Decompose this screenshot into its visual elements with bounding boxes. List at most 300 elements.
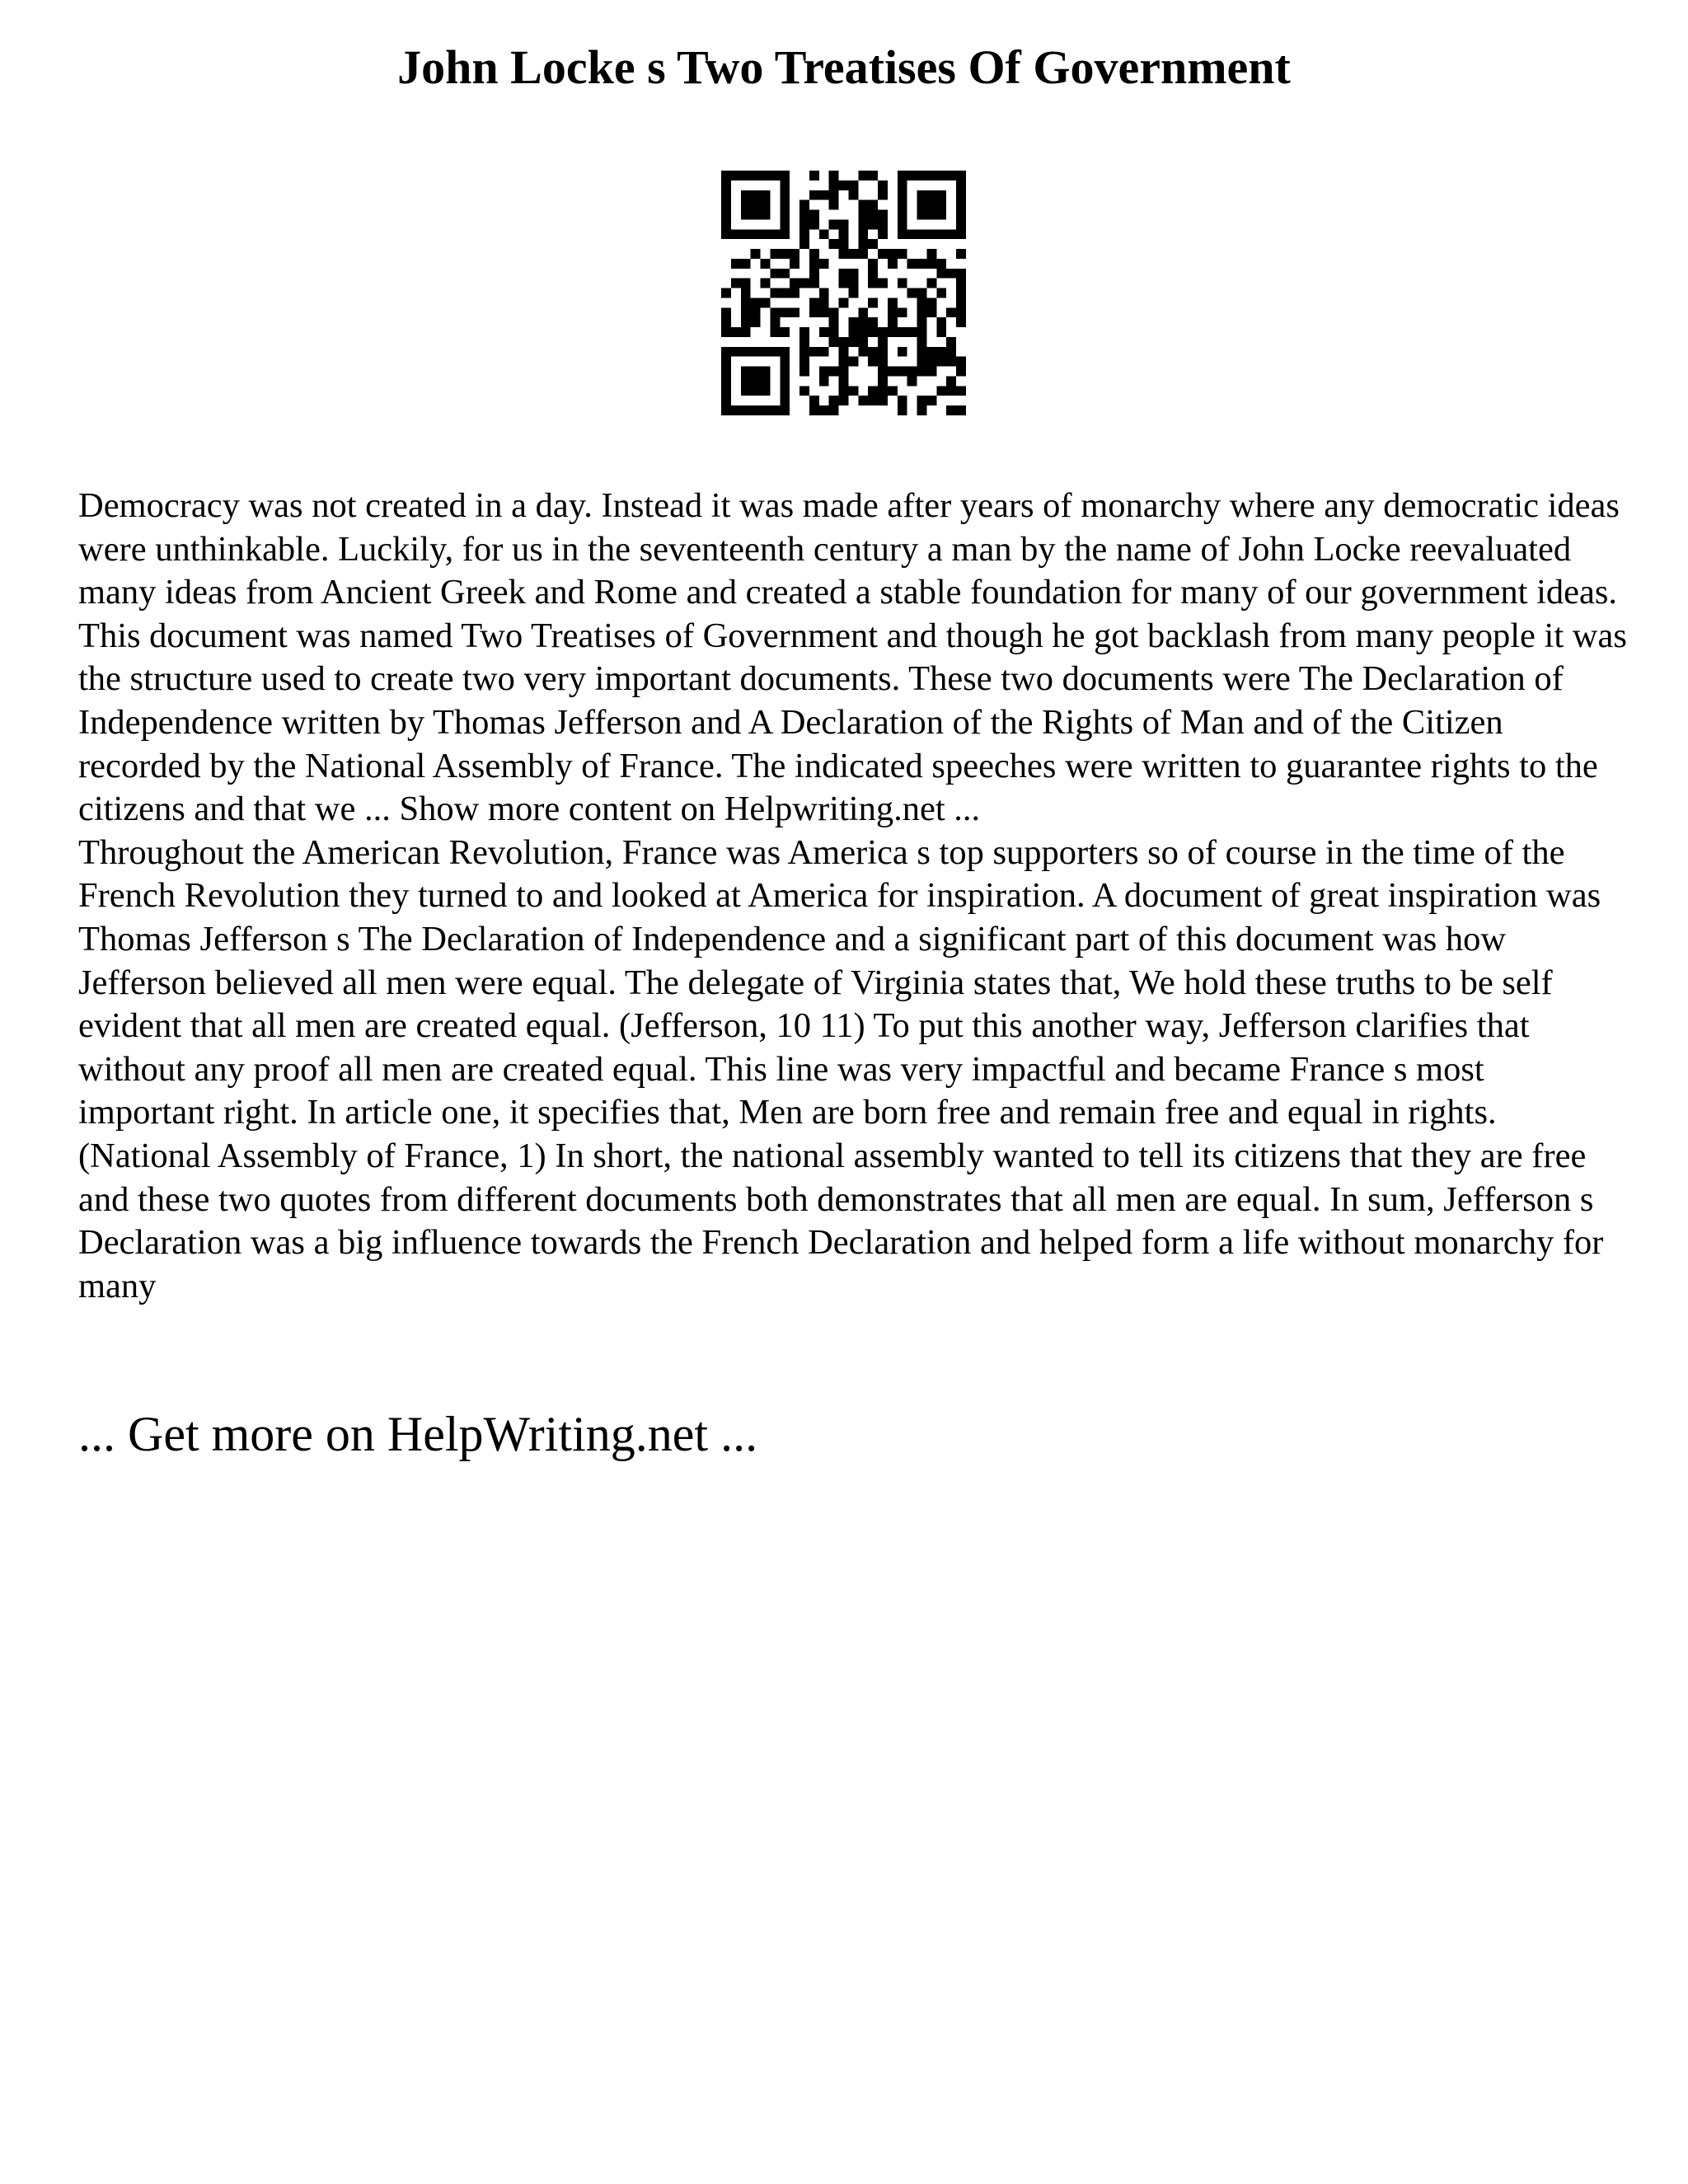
qr-module [848, 386, 858, 396]
qr-module [761, 200, 771, 210]
qr-module [946, 171, 956, 180]
qr-module [848, 327, 858, 337]
qr-module [761, 210, 771, 220]
qr-module [780, 171, 790, 180]
qr-module [751, 376, 761, 386]
qr-module [898, 279, 907, 288]
qr-module [858, 317, 868, 327]
qr-module [731, 405, 741, 415]
page-title: John Locke s Two Treatises Of Government [397, 40, 1291, 94]
qr-module [780, 269, 790, 279]
qr-module [946, 269, 956, 279]
qr-module [799, 219, 809, 229]
qr-module [819, 229, 829, 239]
qr-module [917, 298, 927, 307]
qr-module [858, 200, 868, 210]
qr-module [770, 171, 780, 180]
qr-module [878, 219, 888, 229]
qr-module [848, 269, 858, 279]
qr-module [780, 249, 790, 259]
qr-module [829, 396, 839, 405]
qr-module [878, 190, 888, 200]
qr-module [926, 259, 936, 269]
qr-module [917, 190, 927, 200]
qr-module [956, 307, 966, 317]
qr-module [829, 200, 839, 210]
qr-module [819, 347, 829, 357]
qr-module [761, 405, 771, 415]
qr-module [731, 327, 741, 337]
qr-module [888, 367, 898, 377]
qr-module [741, 171, 751, 180]
qr-module [926, 367, 936, 377]
qr-module [878, 180, 888, 190]
qr-module [770, 347, 780, 357]
qr-module [761, 298, 771, 307]
qr-module [898, 327, 907, 337]
qr-module [936, 347, 946, 357]
qr-module [946, 376, 956, 386]
qr-module [721, 396, 731, 405]
qr-module [868, 347, 878, 357]
qr-module [780, 219, 790, 229]
qr-module [926, 190, 936, 200]
qr-module [926, 200, 936, 210]
qr-module [936, 386, 946, 396]
qr-module [721, 307, 731, 317]
qr-code-icon [721, 171, 966, 415]
qr-module [809, 279, 819, 288]
qr-module [917, 327, 927, 337]
qr-module [888, 386, 898, 396]
qr-module [839, 396, 849, 405]
qr-module [868, 219, 878, 229]
qr-module [770, 229, 780, 239]
article-body [78, 485, 1628, 1308]
qr-module [780, 376, 790, 386]
qr-module [741, 317, 751, 327]
qr-module [751, 317, 761, 327]
qr-module [839, 219, 849, 229]
qr-module [936, 210, 946, 220]
qr-module [741, 279, 751, 288]
qr-module [799, 357, 809, 367]
qr-module [956, 357, 966, 367]
qr-module [907, 376, 917, 386]
qr-module [917, 229, 927, 239]
qr-module [956, 269, 966, 279]
qr-module [926, 249, 936, 259]
qr-module [751, 190, 761, 200]
qr-module [956, 219, 966, 229]
qr-module [848, 288, 858, 298]
qr-module [819, 405, 829, 415]
qr-module [858, 239, 868, 249]
qr-module [751, 210, 761, 220]
qr-module [751, 307, 761, 317]
qr-module [936, 269, 946, 279]
qr-module [751, 347, 761, 357]
qr-module [858, 219, 868, 229]
article-paragraph: Democracy was not created in a day. Instead it was made after years of monarchy where any democratic ideas were unthinkable. Luckily, for us in the seventeenth century a man by the name of John Locke reevaluated many ideas from Ancient Greek and Rome and created a stable foundation for many of our government ideas. This document was named Two Treatises of Government and though he got backlash from many people it was the structure used to create two very important documents. These two documents were The Declaration of Independence written by Thomas Jefferson and A Declaration of the Rights of Man and of the Citizen recorded by the National Assembly of France. The indicated speeches were written to guarantee rights to the citizens and that we ... Show more content on Helpwriting.net ... [78, 486, 1627, 829]
qr-module [799, 367, 809, 377]
qr-module [741, 347, 751, 357]
qr-module [917, 317, 927, 327]
qr-module [809, 190, 819, 200]
qr-module [956, 210, 966, 220]
qr-module [926, 396, 936, 405]
get-more-link[interactable]: ... Get more on HelpWriting.net ... [78, 1407, 758, 1461]
qr-module [799, 229, 809, 239]
qr-module [721, 200, 731, 210]
qr-module [946, 347, 956, 357]
qr-module [741, 288, 751, 298]
qr-module [946, 307, 956, 317]
qr-module [956, 317, 966, 327]
qr-module [721, 317, 731, 327]
qr-module [898, 171, 907, 180]
qr-module [898, 405, 907, 415]
qr-module [858, 337, 868, 347]
qr-module [839, 269, 849, 279]
qr-module [858, 249, 868, 259]
qr-module [721, 171, 731, 180]
qr-module [888, 249, 898, 259]
qr-module [936, 327, 946, 337]
qr-module [731, 171, 741, 180]
qr-module [809, 249, 819, 259]
qr-module [858, 307, 868, 317]
qr-module [888, 327, 898, 337]
qr-module [839, 376, 849, 386]
qr-module [956, 298, 966, 307]
qr-module [936, 200, 946, 210]
qr-module [868, 210, 878, 220]
qr-module [780, 386, 790, 396]
qr-module [839, 249, 849, 259]
qr-module [888, 298, 898, 307]
qr-module [878, 386, 888, 396]
qr-module [926, 298, 936, 307]
qr-module [917, 337, 927, 347]
qr-module [731, 229, 741, 239]
qr-module [898, 307, 907, 317]
qr-module [868, 259, 878, 269]
qr-module [819, 307, 829, 317]
qr-module [790, 288, 799, 298]
qr-module [761, 259, 771, 269]
qr-module [761, 229, 771, 239]
qr-module [956, 367, 966, 377]
qr-module [780, 288, 790, 298]
qr-module [878, 279, 888, 288]
qr-module [839, 386, 849, 396]
qr-module [907, 367, 917, 377]
qr-module [790, 249, 799, 259]
qr-module [721, 367, 731, 377]
qr-module [907, 229, 917, 239]
qr-module [878, 337, 888, 347]
qr-module [868, 298, 878, 307]
qr-module [751, 298, 761, 307]
qr-module [917, 396, 927, 405]
qr-module [751, 367, 761, 377]
qr-module [770, 288, 780, 298]
qr-module [829, 307, 839, 317]
qr-module [790, 279, 799, 288]
qr-module [848, 249, 858, 259]
qr-module [956, 288, 966, 298]
qr-module [898, 219, 907, 229]
qr-module [926, 357, 936, 367]
qr-module [878, 376, 888, 386]
qr-module [780, 190, 790, 200]
qr-module [770, 307, 780, 317]
qr-module [868, 171, 878, 180]
qr-module [946, 386, 956, 396]
qr-module [848, 180, 858, 190]
qr-module [799, 279, 809, 288]
qr-module [761, 190, 771, 200]
qr-module [780, 307, 790, 317]
qr-module [898, 180, 907, 190]
qr-module [819, 367, 829, 377]
qr-module [848, 317, 858, 327]
qr-module [936, 317, 946, 327]
qr-module [799, 200, 809, 210]
qr-module [721, 180, 731, 190]
qr-module [917, 171, 927, 180]
qr-module [956, 171, 966, 180]
qr-module [907, 259, 917, 269]
qr-module [878, 396, 888, 405]
qr-module [917, 288, 927, 298]
qr-module [907, 327, 917, 337]
qr-module [819, 327, 829, 337]
qr-module [848, 190, 858, 200]
qr-module [868, 269, 878, 279]
qr-module [936, 288, 946, 298]
qr-module [956, 386, 966, 396]
qr-module [829, 405, 839, 415]
qr-module [741, 298, 751, 307]
qr-module [936, 171, 946, 180]
qr-module [898, 396, 907, 405]
qr-module [780, 229, 790, 239]
qr-module [956, 229, 966, 239]
qr-module [878, 210, 888, 220]
qr-module [858, 327, 868, 337]
qr-module [741, 307, 751, 317]
qr-module [829, 171, 839, 180]
qr-module [751, 171, 761, 180]
qr-module [839, 367, 849, 377]
qr-module [917, 405, 927, 415]
qr-module [721, 347, 731, 357]
qr-module [917, 259, 927, 269]
qr-module [790, 259, 799, 269]
qr-module [770, 405, 780, 415]
qr-module [741, 367, 751, 377]
qr-module [741, 386, 751, 396]
qr-module [898, 200, 907, 210]
qr-module [839, 337, 849, 347]
qr-module [917, 307, 927, 317]
qr-module [809, 219, 819, 229]
qr-module [751, 249, 761, 259]
qr-module [868, 386, 878, 396]
qr-module [868, 200, 878, 210]
qr-module [741, 200, 751, 210]
qr-module [741, 327, 751, 337]
qr-module [936, 259, 946, 269]
qr-module [898, 190, 907, 200]
qr-module [741, 190, 751, 200]
qr-module [761, 279, 771, 288]
qr-module [809, 269, 819, 279]
qr-module [761, 376, 771, 386]
qr-module [868, 239, 878, 249]
qr-module [878, 347, 888, 357]
qr-module [917, 210, 927, 220]
qr-module [926, 210, 936, 220]
qr-module [829, 337, 839, 347]
qr-module [799, 327, 809, 337]
qr-module [956, 249, 966, 259]
qr-module [839, 180, 849, 190]
qr-module [868, 357, 878, 367]
qr-module [829, 190, 839, 200]
qr-module [799, 386, 809, 396]
qr-module [917, 347, 927, 357]
qr-module [761, 347, 771, 357]
qr-module [770, 317, 780, 327]
qr-module [839, 279, 849, 288]
qr-module [799, 239, 809, 249]
qr-module [858, 210, 868, 220]
qr-module [780, 180, 790, 190]
qr-module [936, 229, 946, 239]
qr-module [878, 357, 888, 367]
qr-module [770, 269, 780, 279]
qr-module [888, 259, 898, 269]
qr-module [721, 219, 731, 229]
qr-module [721, 405, 731, 415]
qr-module [741, 210, 751, 220]
qr-module [898, 367, 907, 377]
qr-module [770, 327, 780, 337]
qr-module [878, 229, 888, 239]
qr-module [868, 317, 878, 327]
qr-module [809, 259, 819, 269]
qr-module [741, 376, 751, 386]
qr-module [839, 347, 849, 357]
qr-module [839, 229, 849, 239]
qr-module [829, 367, 839, 377]
qr-module [809, 405, 819, 415]
qr-module [956, 180, 966, 190]
qr-module [819, 298, 829, 307]
qr-module [956, 190, 966, 200]
qr-module [839, 239, 849, 249]
qr-module [858, 396, 868, 405]
qr-module [898, 249, 907, 259]
qr-module [761, 171, 771, 180]
qr-module [829, 219, 839, 229]
qr-module [888, 317, 898, 327]
qr-module [907, 288, 917, 298]
qr-module [721, 190, 731, 200]
qr-module [809, 307, 819, 317]
qr-module [917, 200, 927, 210]
qr-module [780, 405, 790, 415]
qr-module [731, 259, 741, 269]
qr-module [868, 327, 878, 337]
qr-module [721, 288, 731, 298]
qr-module [858, 171, 868, 180]
qr-module [721, 210, 731, 220]
qr-module [780, 396, 790, 405]
qr-module [809, 396, 819, 405]
qr-module [751, 386, 761, 396]
qr-module [926, 347, 936, 357]
qr-module [799, 337, 809, 347]
qr-module [721, 327, 731, 337]
qr-module [751, 229, 761, 239]
qr-module [819, 190, 829, 200]
qr-module [809, 298, 819, 307]
qr-module [829, 327, 839, 337]
qr-module [839, 357, 849, 367]
qr-module [751, 200, 761, 210]
qr-module [926, 279, 936, 288]
qr-module [780, 357, 790, 367]
qr-module [721, 229, 731, 239]
qr-module [780, 367, 790, 377]
qr-module [878, 327, 888, 337]
article-paragraph: Throughout the American Revolution, France was America s top supporters so of course in the time of the French Revolution they turned to and looked at America for inspiration. A document of great inspiration was Thomas Jefferson s The Declaration of Independence and a significant part of this document was how Jefferson believed all men were equal. The delegate of Virginia states that, We hold these truths to be self evident that all men are created equal. (Jefferson, 10 11) To put this another way, Jefferson clarifies that without any proof all men are created equal. This line was very impactful and became France s most important right. In article one, it specifies that, Men are born free and remain free and equal in rights. (National Assembly of France, 1) In short, the national assembly wanted to tell its citizens that they are free and these two quotes from different documents both demonstrates that all men are equal. In sum, Jefferson s Declaration was a big influence towards the French Declaration and helped form a life without monarchy for many [78, 832, 1604, 1305]
qr-module [761, 367, 771, 377]
qr-module [761, 386, 771, 396]
qr-module [721, 386, 731, 396]
qr-module [926, 171, 936, 180]
qr-module [898, 229, 907, 239]
qr-module [888, 307, 898, 317]
qr-module [858, 229, 868, 239]
qr-module [721, 376, 731, 386]
qr-module [956, 405, 966, 415]
qr-module [878, 367, 888, 377]
qr-module [946, 357, 956, 367]
qr-module [819, 259, 829, 269]
qr-module [926, 229, 936, 239]
qr-module [898, 210, 907, 220]
qr-module [799, 347, 809, 357]
qr-module [917, 367, 927, 377]
qr-module [751, 405, 761, 415]
qr-module [731, 279, 741, 288]
qr-module [898, 347, 907, 357]
qr-module [868, 279, 878, 288]
qr-module [799, 210, 809, 220]
qr-module [839, 298, 849, 307]
qr-module [907, 171, 917, 180]
qr-module [780, 210, 790, 220]
qr-module [926, 307, 936, 317]
qr-module [936, 190, 946, 200]
qr-module [956, 279, 966, 288]
qr-module [721, 357, 731, 367]
